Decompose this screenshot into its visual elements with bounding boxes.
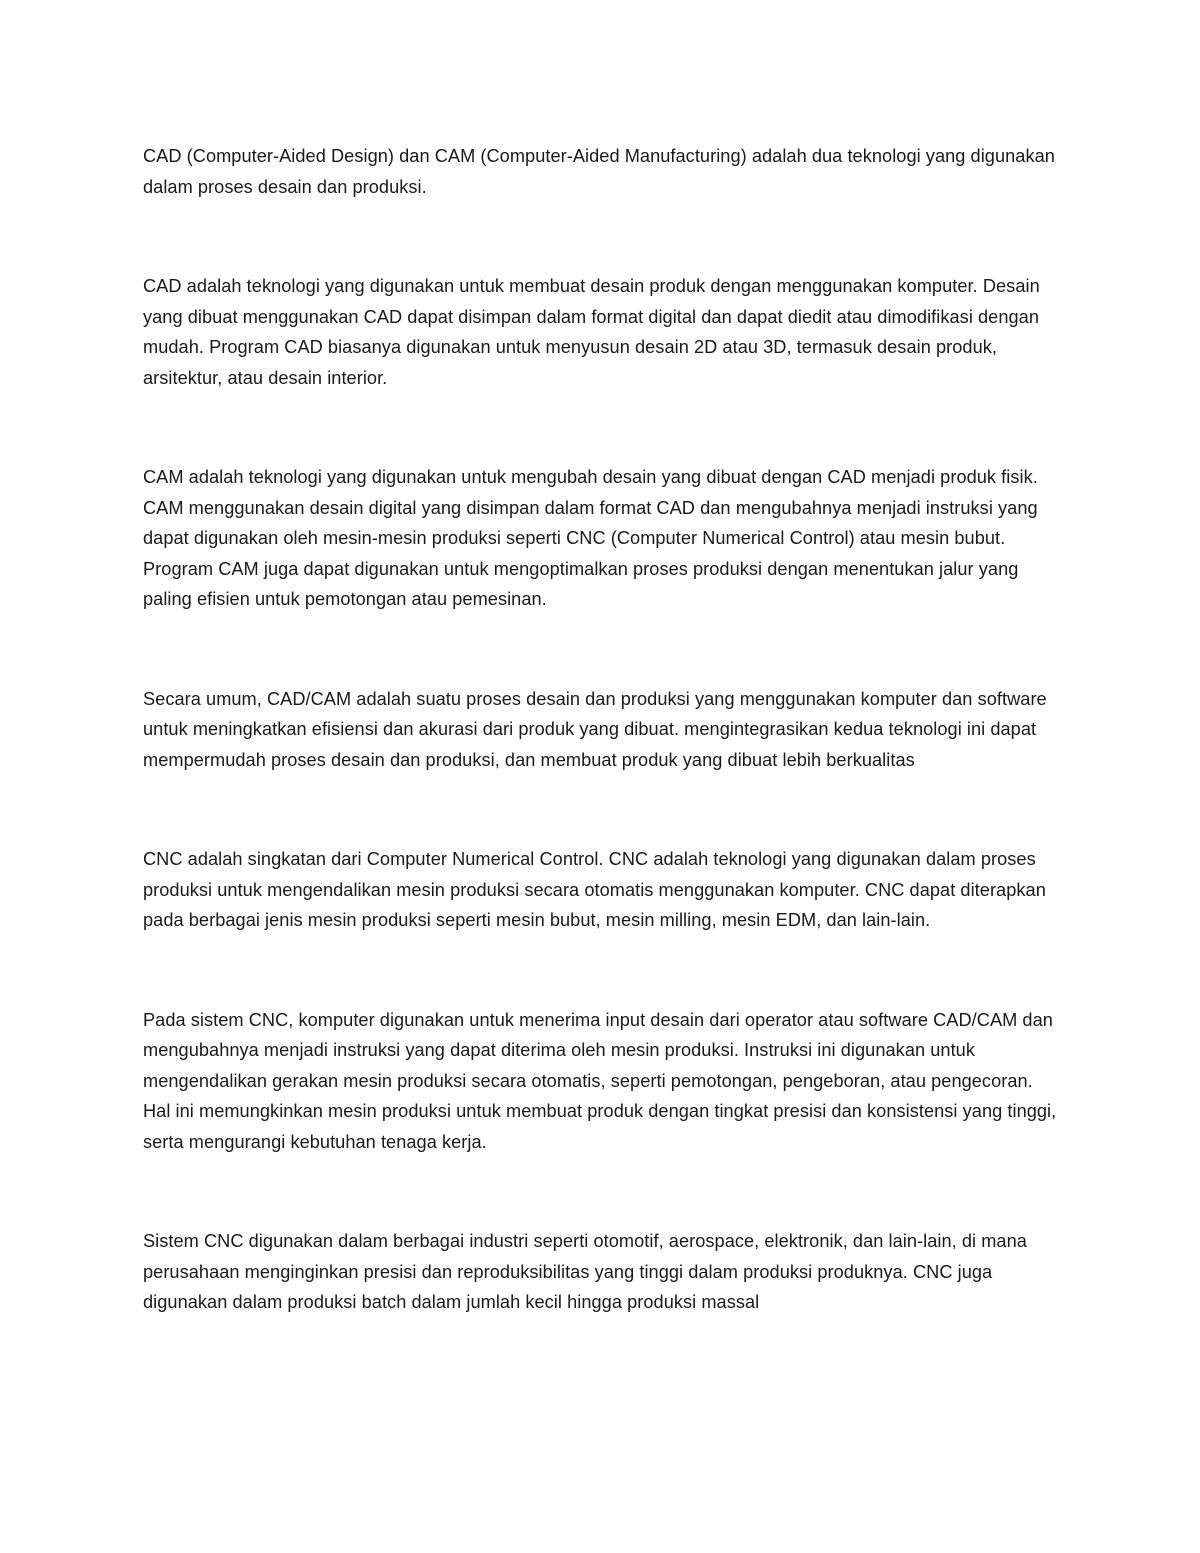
paragraph-cnc-industry: Sistem CNC digunakan dalam berbagai industri seperti otomotif, aerospace, elektronik, dan lain-lain, di mana perusahaan menginginkan presisi dan reproduksibilitas yang tinggi dalam produksi produknya. CNC juga digunakan dalam produksi batch dalam jumlah kecil hingga produksi massal	[143, 1231, 1027, 1312]
document-body	[143, 141, 1063, 1318]
paragraph-cnc-definition: CNC adalah singkatan dari Computer Numerical Control. CNC adalah teknologi yang digunakan dalam proses produksi untuk mengendalikan mesin produksi secara otomatis menggunakan komputer. CNC dapat diterapkan pada berbagai jenis mesin produksi seperti mesin bubut, mesin milling, mesin EDM, dan lain-lain.	[143, 849, 1046, 930]
paragraph-cnc-system: Pada sistem CNC, komputer digunakan untuk menerima input desain dari operator atau software CAD/CAM dan mengubahnya menjadi instruksi yang dapat diterima oleh mesin produksi. Instruksi ini digunakan untuk mengendalikan gerakan mesin produksi secara otomatis, seperti pemotongan, pengeboran, atau pengecoran. Hal ini memungkinkan mesin produksi untuk membuat produk dengan tingkat presisi dan konsistensi yang tinggi, serta mengurangi kebutuhan tenaga kerja.	[143, 1009, 1057, 1152]
paragraph-intro: CAD (Computer-Aided Design) dan CAM (Computer-Aided Manufacturing) adalah dua teknologi yang digunakan dalam proses desain dan produksi.	[143, 146, 1055, 197]
paragraph-cad: CAD adalah teknologi yang digunakan untuk membuat desain produk dengan menggunakan komputer. Desain yang dibuat menggunakan CAD dapat disimpan dalam format digital dan dapat diedit atau dimodifikasi dengan mudah. Program CAD biasanya digunakan untuk menyusun desain 2D atau 3D, termasuk desain produk, arsitektur, atau desain interior.	[143, 276, 1040, 388]
paragraph-cam: CAM adalah teknologi yang digunakan untuk mengubah desain yang dibuat dengan CAD menjadi produk fisik. CAM menggunakan desain digital yang disimpan dalam format CAD dan mengubahnya menjadi instruksi yang dapat digunakan oleh mesin-mesin produksi seperti CNC (Computer Numerical Control) atau mesin bubut. Program CAM juga dapat digunakan untuk mengoptimalkan proses produksi dengan menentukan jalur yang paling efisien untuk pemotongan atau pemesinan.	[143, 467, 1038, 609]
paragraph-cad-cam-summary: Secara umum, CAD/CAM adalah suatu proses desain dan produksi yang menggunakan komputer dan software untuk meningkatkan efisiensi dan akurasi dari produk yang dibuat. mengintegrasikan kedua teknologi ini dapat mempermudah proses desain dan produksi, dan membuat produk yang dibuat lebih berkualitas	[143, 688, 1047, 770]
